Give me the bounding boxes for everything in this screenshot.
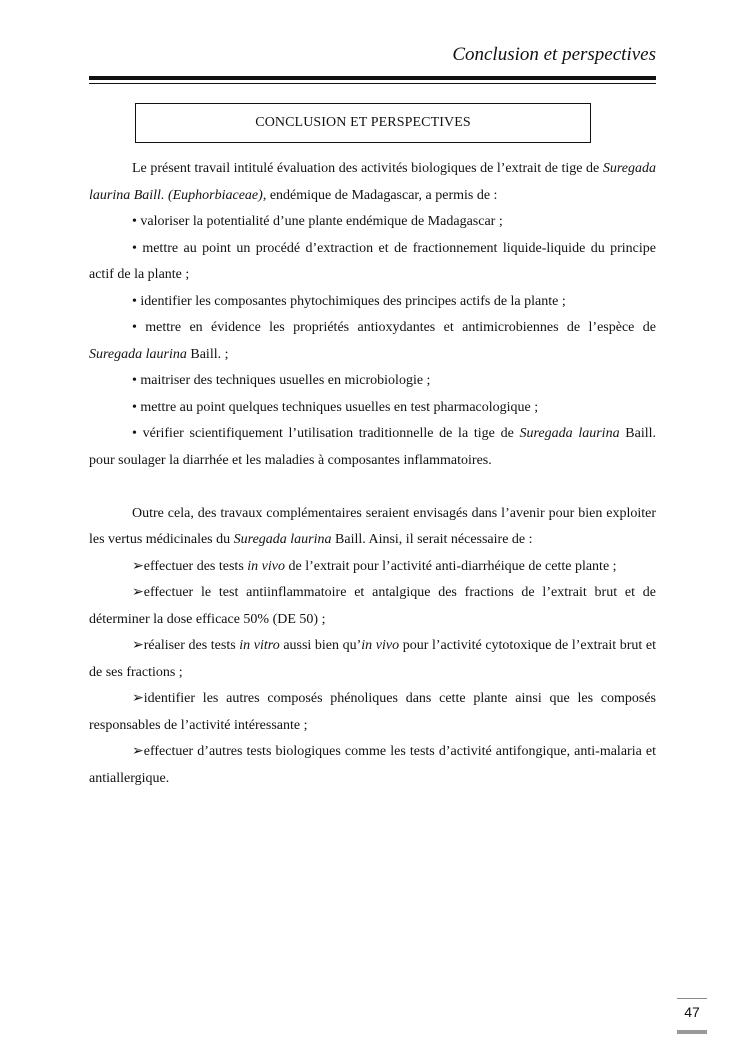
- list-item: [89, 368, 656, 395]
- list-item-text: pour l’activité cytotoxique de l’extrait brut et de ses fractions ;: [89, 638, 657, 680]
- bullet-marker: •: [132, 240, 137, 256]
- list-item: [89, 315, 656, 368]
- arrow-bullet-icon: ➢: [132, 558, 144, 574]
- section-title: CONCLUSION ET PERSPECTIVES: [255, 115, 471, 130]
- paragraph-spacer: [89, 474, 656, 501]
- list-item: [89, 554, 656, 581]
- list-item: [89, 633, 656, 686]
- list-item: [89, 580, 656, 633]
- arrow-bullet-icon: ➢: [132, 744, 144, 759]
- italic-term: in vivo: [361, 638, 400, 653]
- list-item-text: aussi bien qu’: [279, 638, 362, 653]
- list-item-text: identifier les composantes phytochimiques des principes actifs de la plante ;: [140, 293, 566, 309]
- list-item-text: effectuer le test antiinflammatoire et antalgique des fractions de l’extrait brut et de déterminer la dose efficace 50% (DE 50) ;: [89, 585, 656, 627]
- list-item: [89, 686, 656, 739]
- list-item-text: maitriser des techniques usuelles en microbiologie ;: [140, 373, 431, 388]
- list-item: [89, 421, 656, 474]
- species-name: Suregada laurina: [89, 346, 187, 362]
- list-item-text: mettre au point un procédé d’extraction et de fractionnement liquide-liquide du principe actif de la plante ;: [89, 240, 656, 282]
- bullet-marker: •: [132, 293, 137, 309]
- list-item-text: vérifier scientifiquement l’utilisation traditionnelle de la tige de: [142, 426, 520, 441]
- arrow-bullet-icon: ➢: [132, 638, 144, 653]
- page-number-bar: [677, 1030, 707, 1034]
- section-title-box: [135, 103, 591, 143]
- outro-species-name: Suregada laurina: [233, 532, 332, 547]
- list-item-text: valoriser la potentialité d’une plante endémique de Madagascar ;: [140, 214, 503, 229]
- list-item-text: identifier les autres composés phénoliques dans cette plante ainsi que les composés responsables de l’activité intéressante ;: [89, 691, 656, 733]
- list-item-text: mettre au point quelques techniques usuelles en test pharmacologique ;: [140, 399, 539, 415]
- list-item-text: de l’extrait pour l’activité anti-diarrhéique de cette plante ;: [284, 558, 617, 574]
- bullet-marker: •: [132, 373, 137, 388]
- list-item: [89, 289, 656, 316]
- intro-paragraph: [89, 156, 656, 209]
- bullet-marker: •: [132, 426, 137, 441]
- list-item: [89, 739, 656, 792]
- header-rule-thick: [89, 76, 656, 80]
- italic-term: in vitro: [239, 638, 280, 653]
- bullet-marker: •: [132, 214, 137, 229]
- species-name: Suregada laurina: [519, 426, 620, 441]
- header-rule-thin: [89, 83, 656, 84]
- document-body: [89, 156, 656, 792]
- list-item-text: Baill. pour soulager la diarrhée et les maladies à composantes inflammatoires.: [89, 426, 657, 468]
- italic-term: in vivo: [247, 558, 285, 574]
- intro-species-name: Suregada laurina Baill. (Euphorbiaceae): [89, 161, 656, 203]
- page-number: 47: [677, 998, 707, 1023]
- bullet-marker: •: [132, 320, 137, 335]
- intro-text-1: Le présent travail intitulé évaluation des activités biologiques de l’extrait de tige de: [132, 161, 603, 176]
- arrow-bullet-icon: ➢: [132, 585, 144, 600]
- outro-text-2: Baill. Ainsi, il serait nécessaire de :: [331, 532, 533, 547]
- list-item-text: effectuer des tests: [143, 558, 248, 574]
- outro-text-1: Outre cela, des travaux complémentaires seraient envisagés dans l’avenir pour bien exploiter les vertus médicinales du: [89, 505, 656, 547]
- arrow-bullet-icon: ➢: [132, 691, 144, 706]
- list-item: [89, 236, 656, 289]
- list-item-text: Baill. ;: [186, 346, 229, 362]
- bullet-marker: •: [132, 399, 137, 415]
- outro-paragraph: [89, 501, 656, 554]
- list-item-text: réaliser des tests: [143, 638, 240, 653]
- list-item-text: effectuer d’autres tests biologiques comme les tests d’activité antifongique, anti-malaria et antiallergique.: [89, 744, 656, 786]
- list-item-text: mettre en évidence les propriétés antioxydantes et antimicrobiennes de l’espèce de: [145, 320, 656, 335]
- list-item: [89, 395, 656, 422]
- running-header-title: Conclusion et perspectives: [452, 44, 656, 65]
- list-item: [89, 209, 656, 236]
- intro-text-2: , endémique de Madagascar, a permis de :: [262, 187, 498, 203]
